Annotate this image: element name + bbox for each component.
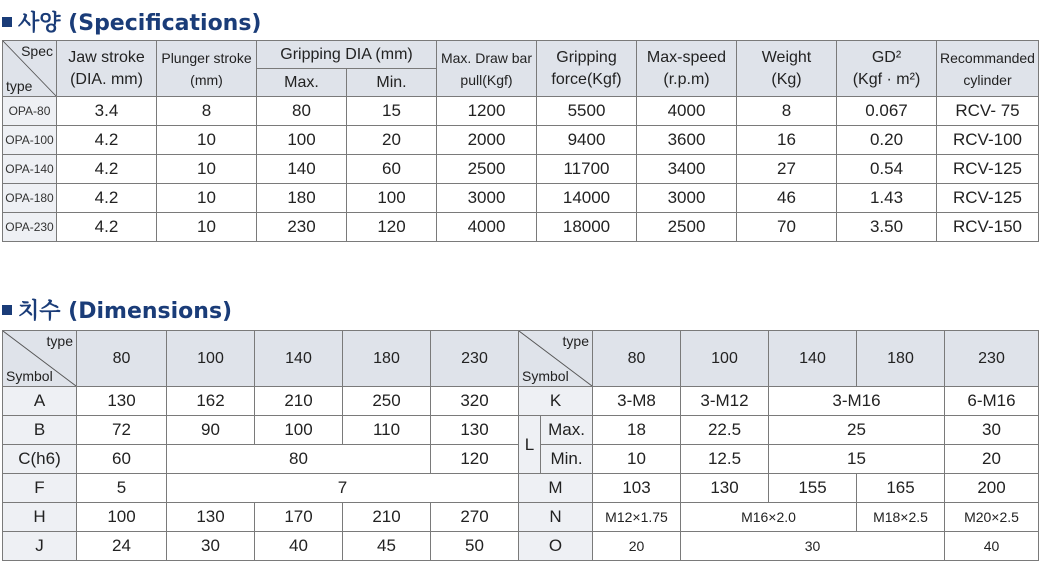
table-cell: 3-M8	[593, 387, 681, 416]
spec-section-title	[2, 6, 262, 37]
table-cell: 9400	[537, 126, 637, 155]
table-cell: 80	[167, 445, 431, 474]
spec-corner-cell	[3, 41, 57, 97]
table-cell: 2000	[437, 126, 537, 155]
table-cell: 14000	[537, 184, 637, 213]
table-cell: M16×2.0	[681, 503, 857, 532]
symbol-f: F	[3, 474, 77, 503]
spec-table	[2, 40, 1039, 242]
dims-title-text: 치수 (Dimensions)	[18, 299, 233, 324]
table-cell: 5500	[537, 97, 637, 126]
symbol-j: J	[3, 532, 77, 561]
dims-left-corner-cell	[3, 331, 77, 387]
table-cell: 18000	[537, 213, 637, 242]
table-cell: 100	[347, 184, 437, 213]
table-cell: 3.4	[57, 97, 157, 126]
table-cell: 1200	[437, 97, 537, 126]
dims-corner-bottom: Symbol	[6, 368, 53, 384]
table-row	[3, 213, 1039, 242]
table-cell: 22.5	[681, 416, 769, 445]
symbol-m: M	[519, 474, 593, 503]
dims-type-header: 140	[769, 331, 857, 387]
table-row	[3, 126, 1039, 155]
table-cell: 25	[769, 416, 945, 445]
table-cell: 0.20	[837, 126, 937, 155]
table-cell: 170	[255, 503, 343, 532]
table-cell: 230	[257, 213, 347, 242]
table-cell: RCV-125	[937, 184, 1039, 213]
table-cell: RCV-125	[937, 155, 1039, 184]
symbol-a: A	[3, 387, 77, 416]
table-cell: RCV-100	[937, 126, 1039, 155]
table-cell: RCV-150	[937, 213, 1039, 242]
table-cell: 20	[347, 126, 437, 155]
table-cell: 10	[593, 445, 681, 474]
table-cell: 18	[593, 416, 681, 445]
table-cell: 130	[77, 387, 167, 416]
dims-right-table	[518, 330, 1039, 561]
table-cell: 100	[255, 416, 343, 445]
bullet-square-icon	[2, 17, 12, 27]
table-cell: 100	[257, 126, 347, 155]
header-gripping-max: Max.	[257, 69, 347, 97]
symbol-n: N	[519, 503, 593, 532]
table-cell: 30	[167, 532, 255, 561]
row-type-label: OPA-180	[3, 184, 57, 213]
table-cell: 16	[737, 126, 837, 155]
table-cell: 0.067	[837, 97, 937, 126]
table-cell: 12.5	[681, 445, 769, 474]
header-max-speed: Max-speed (r.p.m)	[637, 41, 737, 97]
bullet-square-icon	[2, 305, 12, 315]
dims-section-title	[2, 294, 232, 325]
header-gd2: GD² (Kgf · m²)	[837, 41, 937, 97]
table-cell: 11700	[537, 155, 637, 184]
table-cell: 8	[157, 97, 257, 126]
dims-type-header: 80	[77, 331, 167, 387]
symbol-b: B	[3, 416, 77, 445]
row-type-label: OPA-230	[3, 213, 57, 242]
dims-corner-bottom: Symbol	[522, 368, 569, 384]
table-cell: 4000	[637, 97, 737, 126]
table-cell: 24	[77, 532, 167, 561]
spec-corner-bottom: type	[6, 78, 33, 94]
table-cell: 270	[431, 503, 519, 532]
table-cell: 210	[343, 503, 431, 532]
table-cell: 155	[769, 474, 857, 503]
table-cell: 3-M16	[769, 387, 945, 416]
table-cell: 40	[255, 532, 343, 561]
dims-type-header: 180	[857, 331, 945, 387]
table-cell: 45	[343, 532, 431, 561]
spec-title-text: 사양 (Specifications)	[18, 11, 262, 36]
table-cell: 130	[681, 474, 769, 503]
table-cell: M20×2.5	[945, 503, 1039, 532]
table-cell: 20	[945, 445, 1039, 474]
symbol-c: C(h6)	[3, 445, 77, 474]
table-cell: 120	[347, 213, 437, 242]
table-cell: 4.2	[57, 126, 157, 155]
symbol-l: L	[519, 416, 541, 474]
table-cell: 80	[257, 97, 347, 126]
table-cell: 140	[257, 155, 347, 184]
table-cell: 10	[157, 213, 257, 242]
table-cell: 60	[347, 155, 437, 184]
table-cell: 180	[257, 184, 347, 213]
dims-type-header: 230	[945, 331, 1039, 387]
table-cell: 10	[157, 184, 257, 213]
table-cell: 40	[945, 532, 1039, 561]
table-cell: 3000	[437, 184, 537, 213]
table-cell: 3-M12	[681, 387, 769, 416]
table-cell: 3600	[637, 126, 737, 155]
symbol-l-max: Max.	[541, 416, 593, 445]
table-cell: 1.43	[837, 184, 937, 213]
symbol-l-min: Min.	[541, 445, 593, 474]
table-cell: 210	[255, 387, 343, 416]
table-cell: 250	[343, 387, 431, 416]
row-type-label: OPA-100	[3, 126, 57, 155]
table-cell: 320	[431, 387, 519, 416]
table-cell: 20	[593, 532, 681, 561]
table-cell: 90	[167, 416, 255, 445]
table-cell: 130	[431, 416, 519, 445]
dims-type-header: 100	[167, 331, 255, 387]
row-type-label: OPA-80	[3, 97, 57, 126]
dims-type-header: 230	[431, 331, 519, 387]
dims-right-corner-cell	[519, 331, 593, 387]
table-cell: 200	[945, 474, 1039, 503]
table-cell: 162	[167, 387, 255, 416]
table-cell: 4.2	[57, 184, 157, 213]
symbol-o: O	[519, 532, 593, 561]
dims-corner-top: type	[562, 333, 589, 349]
table-cell: 10	[157, 126, 257, 155]
header-gripping-min: Min.	[347, 69, 437, 97]
table-cell: 2500	[437, 155, 537, 184]
header-draw-bar: Max. Draw bar pull(Kgf)	[437, 41, 537, 97]
table-cell: 7	[167, 474, 519, 503]
table-cell: 103	[593, 474, 681, 503]
symbol-k: K	[519, 387, 593, 416]
table-cell: 46	[737, 184, 837, 213]
table-cell: 70	[737, 213, 837, 242]
table-cell: 3400	[637, 155, 737, 184]
dims-type-header: 140	[255, 331, 343, 387]
table-cell: 5	[77, 474, 167, 503]
table-cell: 8	[737, 97, 837, 126]
table-cell: 3000	[637, 184, 737, 213]
header-plunger-stroke: Plunger stroke (mm)	[157, 41, 257, 97]
table-cell: 15	[347, 97, 437, 126]
header-gripping-force: Gripping force(Kgf)	[537, 41, 637, 97]
dims-left-table	[2, 330, 519, 561]
dims-corner-top: type	[46, 333, 73, 349]
header-jaw-stroke: Jaw stroke (DIA. mm)	[57, 41, 157, 97]
symbol-h: H	[3, 503, 77, 532]
header-gripping-dia: Gripping DIA (mm)	[257, 41, 437, 69]
table-cell: 10	[157, 155, 257, 184]
table-row	[3, 97, 1039, 126]
table-cell: M18×2.5	[857, 503, 945, 532]
table-row	[3, 184, 1039, 213]
row-type-label: OPA-140	[3, 155, 57, 184]
table-cell: 165	[857, 474, 945, 503]
header-cylinder: Recommanded cylinder	[937, 41, 1039, 97]
table-cell: 0.54	[837, 155, 937, 184]
dims-type-header: 80	[593, 331, 681, 387]
table-cell: 27	[737, 155, 837, 184]
table-cell: 4.2	[57, 213, 157, 242]
table-cell: 130	[167, 503, 255, 532]
table-cell: 30	[945, 416, 1039, 445]
table-cell: 100	[77, 503, 167, 532]
table-cell: 4.2	[57, 155, 157, 184]
header-weight: Weight (Kg)	[737, 41, 837, 97]
table-cell: 6-M16	[945, 387, 1039, 416]
table-cell: 30	[681, 532, 945, 561]
table-cell: 4000	[437, 213, 537, 242]
dims-type-header: 180	[343, 331, 431, 387]
dims-type-header: 100	[681, 331, 769, 387]
table-cell: 110	[343, 416, 431, 445]
table-cell: 2500	[637, 213, 737, 242]
spec-corner-top: Spec	[21, 43, 53, 59]
table-cell: RCV- 75	[937, 97, 1039, 126]
table-cell: 60	[77, 445, 167, 474]
table-cell: 50	[431, 532, 519, 561]
table-row	[3, 155, 1039, 184]
table-cell: 72	[77, 416, 167, 445]
table-cell: 120	[431, 445, 519, 474]
table-cell: 3.50	[837, 213, 937, 242]
table-cell: M12×1.75	[593, 503, 681, 532]
table-cell: 15	[769, 445, 945, 474]
